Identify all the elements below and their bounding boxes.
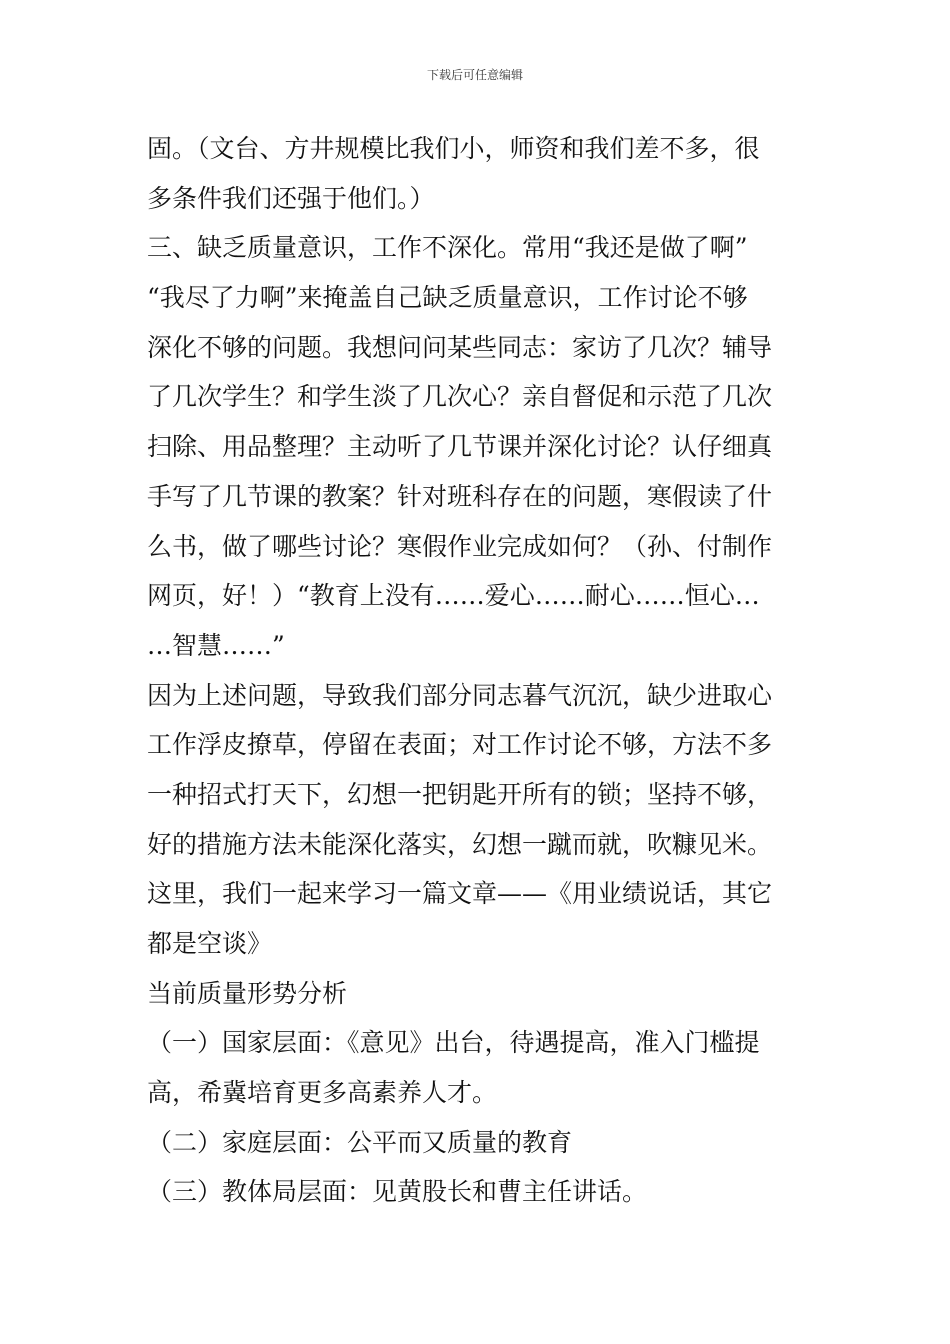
text-line: （一）国家层面：《意见》出台，待遇提高，准入门槛提 (147, 1028, 760, 1058)
text-line: 多条件我们还强于他们。） (147, 183, 435, 213)
text-line: 么书，做了哪些讨论？寒假作业完成如何？（孙、付制作 (147, 531, 773, 561)
text-line: “我尽了力啊”来掩盖自己缺乏质量意识，工作讨论不够 (147, 283, 748, 313)
text-line: …智慧……” (147, 630, 285, 660)
document-body (147, 124, 819, 1217)
text-line: 网页，好！）“教育上没有……爱心……耐心……恒心… (147, 581, 760, 611)
text-line: （三）教体局层面：见黄股长和曹主任讲话。 (147, 1177, 648, 1207)
text-line: 固。（文台、方井规模比我们小，师资和我们差不多，很 (147, 134, 760, 163)
text-line: 了几次学生？和学生淡了几次心？亲自督促和示范了几次 (147, 382, 773, 412)
text-line: 深化不够的问题。我想问问某些同志：家访了几次？辅导 (147, 332, 773, 362)
text-line: 这里，我们一起来学习一篇文章——《用业绩说话，其它 (147, 879, 773, 909)
text-line: 高，希冀培育更多高素养人才。 (147, 1078, 498, 1108)
text-line: 当前质量形势分析 (147, 978, 348, 1008)
page-header: 下载后可任意编辑 (426, 68, 523, 82)
text-line: 三、缺乏质量意识，工作不深化。常用“我还是做了啊” (147, 233, 748, 263)
text-line: 好的措施方法未能深化落实，幻想一蹴而就，吹糠见米。 (147, 829, 773, 859)
text-line: 手写了几节课的教案？针对班科存在的问题，寒假读了什 (147, 481, 773, 511)
text-line: 扫除、用品整理？主动听了几节课并深化讨论？认仔细真 (147, 432, 773, 462)
text-line: 工作浮皮撩草，停留在表面；对工作讨论不够，方法不多 (147, 730, 773, 760)
text-line: 一种招式打天下，幻想一把钥匙开所有的锁；坚持不够， (147, 779, 773, 809)
text-line: 因为上述问题，导致我们部分同志暮气沉沉，缺少进取心 (147, 680, 773, 710)
text-line: （二）家庭层面：公平而又质量的教育 (147, 1127, 573, 1157)
text-line: 都是空谈》 (147, 929, 273, 958)
